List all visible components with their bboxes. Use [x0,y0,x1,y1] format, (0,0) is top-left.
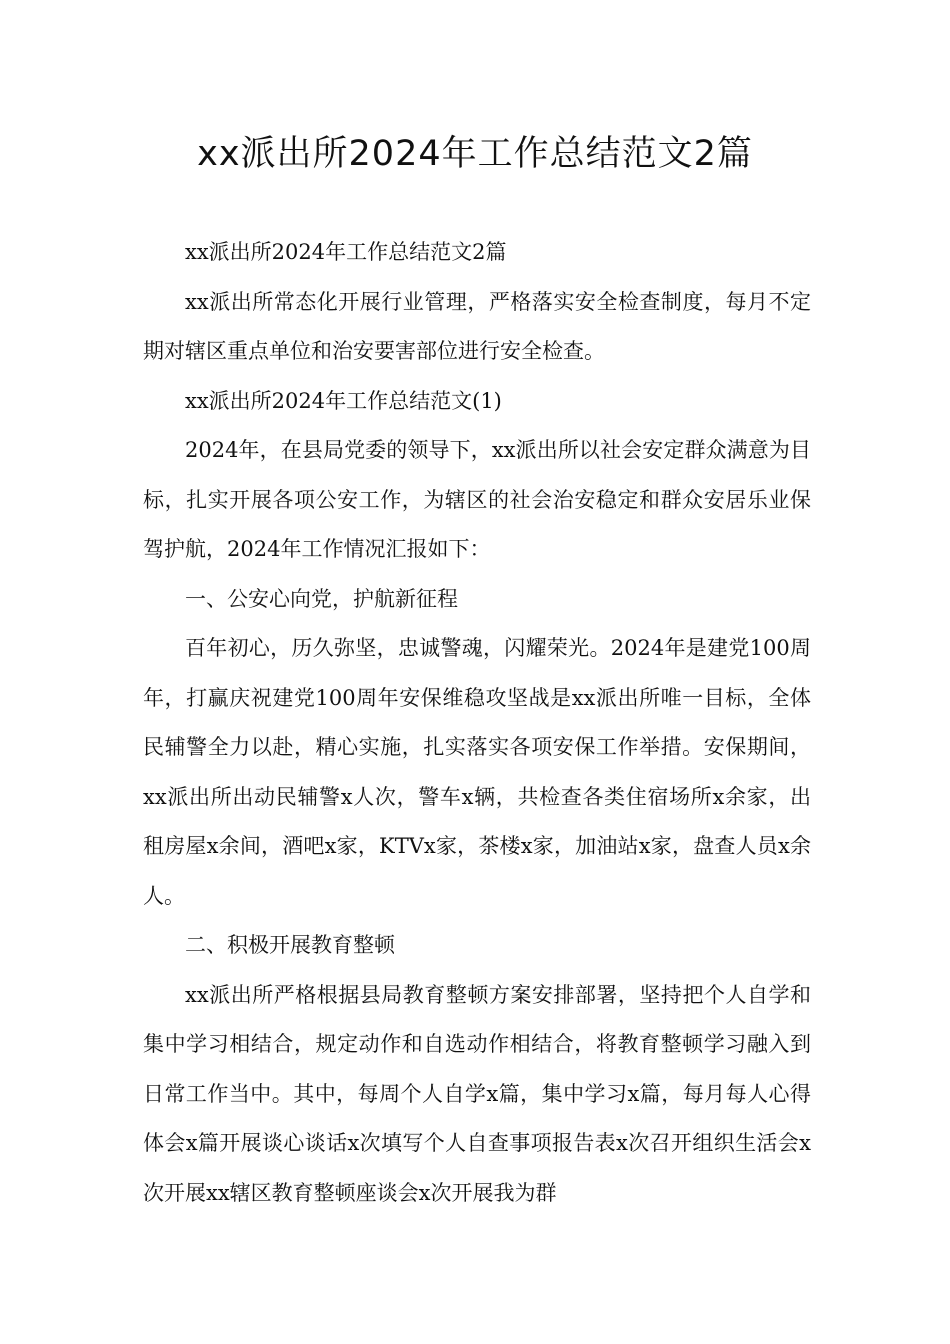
heading-section-2: 二、积极开展教育整顿 [185,933,395,957]
document-title: xx派出所2024年工作总结范文2篇 [197,134,753,174]
document-body [143,228,811,1218]
paragraph-section-1: 百年初心，历久弥坚，忠诚警魂，闪耀荣光。2024年是建党100周年，打赢庆祝建党100周年安保维稳攻坚战是xx派出所唯一目标，全体民辅警全力以赴，精心实施，扎实落实各项安保工作举措。安保期间，xx派出所出动民辅警x人次，警车x辆，共检查各类住宿场所x余家，出租房屋x余间，酒吧x家，KTVx家，茶楼x家，加油站x家，盘查人员x余人。 [143,636,811,908]
paragraph-subtitle: xx派出所2024年工作总结范文2篇 [185,240,507,264]
paragraph-summary: xx派出所常态化开展行业管理，严格落实安全检查制度，每月不定期对辖区重点单位和治安要害部位进行安全检查。 [143,289,811,363]
paragraph-intro: 2024年，在县局党委的领导下，xx派出所以社会安定群众满意为目标，扎实开展各项公安工作，为辖区的社会治安稳定和群众安居乐业保驾护航，2024年工作情况汇报如下： [143,438,811,561]
paragraph-section-title: xx派出所2024年工作总结范文(1) [185,388,502,413]
paragraph-section-2: xx派出所严格根据县局教育整顿方案安排部署，坚持把个人自学和集中学习相结合，规定动作和自选动作相结合，将教育整顿学习融入到日常工作当中。其中，每周个人自学x篇，集中学习x篇，每月每人心得体会x篇开展谈心谈话x次填写个人自查事项报告表x次召开组织生活会x次开展xx辖区教育整顿座谈会x次开展我为群 [143,982,811,1205]
heading-section-1: 一、公安心向党，护航新征程 [185,586,458,611]
